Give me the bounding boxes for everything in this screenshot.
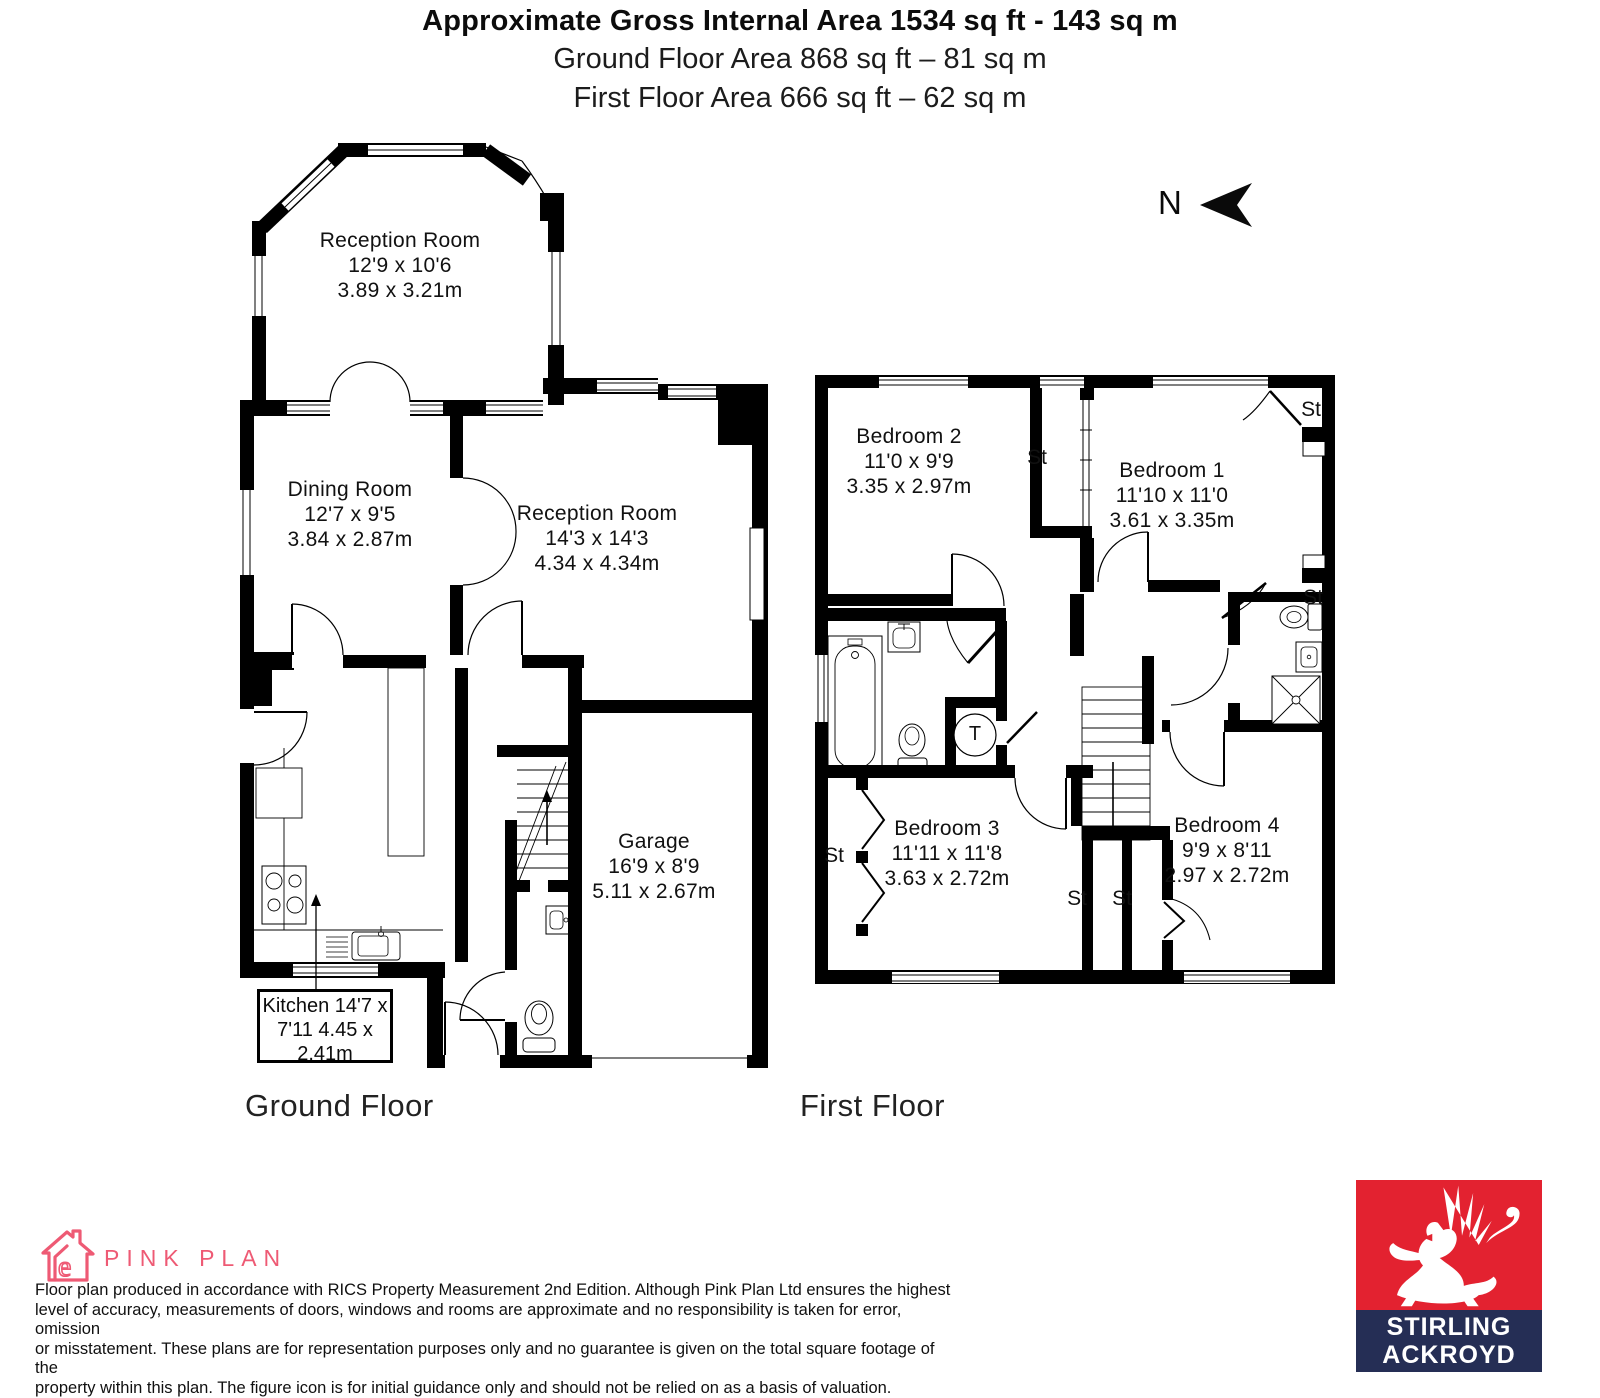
disclaimer-line: Floor plan produced in accordance with RICS Property Measurement 2nd Edition. Although Pink Plan Ltd ensures the highest	[35, 1281, 955, 1301]
compass-north-label: N	[1158, 184, 1182, 222]
ground-floor-area-subtitle: Ground Floor Area 868 sq ft – 81 sq m	[0, 40, 1600, 78]
north-arrow-icon	[1200, 183, 1252, 227]
room-label-garage: Garage 16'9 x 8'9 5.11 x 2.67m	[544, 829, 764, 904]
bath-icon	[828, 636, 882, 776]
shower-icon	[1272, 676, 1320, 724]
storage-label: St	[812, 844, 856, 868]
bathroom-sink-icon	[888, 622, 920, 652]
disclaimer-line: or misstatement. These plans are for representation purposes only and no guarantee is given on the total square footage of the	[35, 1340, 955, 1379]
agency-name-line2: ACKROYD	[1356, 1341, 1542, 1369]
pink-plan-logo	[0, 0, 240, 1384]
first-floor-area-subtitle: First Floor Area 666 sq ft – 62 sq m	[0, 79, 1600, 117]
page-title: Approximate Gross Internal Area 1534 sq ft - 143 sq m	[0, 2, 1600, 40]
wc-sink-icon	[546, 906, 570, 934]
first-floor-caption: First Floor	[800, 1088, 945, 1124]
wall-recess	[1303, 555, 1325, 569]
griffin-icon	[1356, 1180, 1542, 1310]
bathroom-toilet-icon	[898, 724, 927, 770]
room-label-reception-bay: Reception Room 12'9 x 10'6 3.89 x 3.21m	[290, 228, 510, 303]
room-label-bedroom4: Bedroom 4 9'9 x 8'11 2.97 x 2.72m	[1117, 813, 1337, 888]
agency-name-line1: STIRLING	[1356, 1313, 1542, 1341]
stirling-ackroyd-red-panel	[1356, 1180, 1542, 1310]
room-label-bedroom1: Bedroom 1 11'10 x 11'0 3.61 x 3.35m	[1062, 458, 1282, 533]
tank-label: T	[953, 723, 997, 746]
ensuite-sink-icon	[1296, 642, 1322, 672]
wall-recess	[1303, 440, 1325, 456]
ground-floor-caption: Ground Floor	[245, 1088, 434, 1124]
room-label-bedroom3: Bedroom 3 11'11 x 11'8 3.63 x 2.72m	[837, 816, 1057, 891]
fireplace-recess	[750, 528, 764, 620]
storage-label: St	[1100, 887, 1144, 911]
stirling-ackroyd-logo	[1356, 1180, 1542, 1372]
storage-label: St	[1289, 398, 1333, 422]
room-label-dining: Dining Room 12'7 x 9'5 3.84 x 2.87m	[240, 477, 460, 552]
wc-toilet-icon	[523, 1001, 555, 1052]
pink-plan-e-glyph: e	[58, 1250, 71, 1283]
stirling-ackroyd-wordmark	[1356, 1310, 1542, 1372]
kitchen-sink-icon	[352, 926, 400, 960]
disclaimer-line: level of accuracy, measurements of doors, windows and rooms are approximate and no responsibility is taken for error, omission	[35, 1301, 955, 1340]
pink-plan-wordmark: PINK PLAN	[104, 1245, 287, 1272]
room-label-bedroom2: Bedroom 2 11'0 x 9'9 3.35 x 2.97m	[799, 424, 1019, 499]
storage-label: St	[1055, 887, 1099, 911]
disclaimer-line: property within this plan. The figure icon is for initial guidance only and should not be relied on as a basis of valuation.	[35, 1379, 955, 1398]
room-label-reception-main: Reception Room 14'3 x 14'3 4.34 x 4.34m	[487, 501, 707, 576]
room-label-kitchen: Kitchen 14'7 x 7'11 4.45 x 2.41m	[258, 990, 392, 1062]
storage-label: St	[1291, 586, 1335, 610]
storage-label: St	[1015, 446, 1059, 470]
disclaimer-text	[35, 1281, 955, 1398]
